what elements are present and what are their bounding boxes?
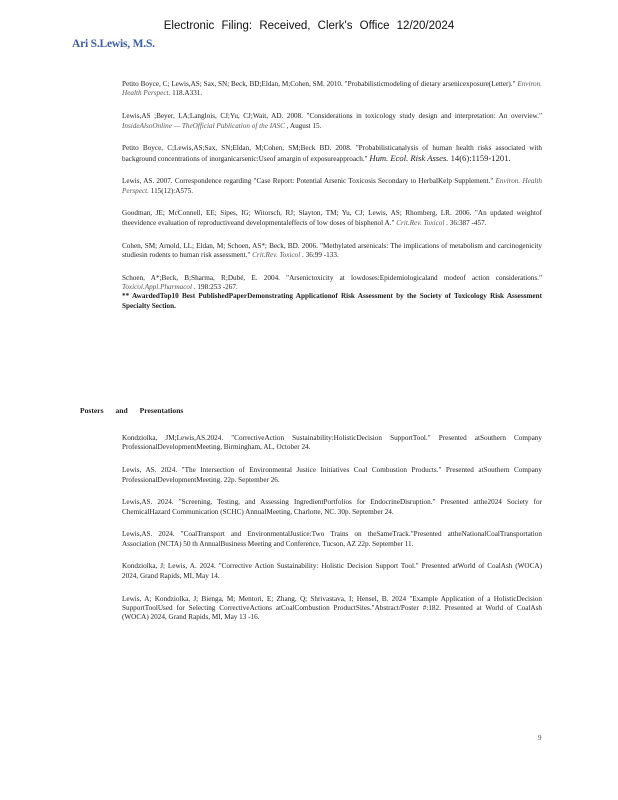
presentation-entry: Lewis, A; Kondziolka, J; Bienga, M; Mentori, E; Zhang, Q; Shrivastava, I; Hensel, B. 2024 "Example Application of a HolisticDecision SupportToolUsed for Selecting CorrectiveActions atCoalCombustion ProductSites."Abstract/Poster #:182. Presented at World of CoalAsh (WOCA) 2024, Grand Rapids, MI, May 13 -16. (122, 594, 542, 622)
author-name: Ari S.Lewis, M.S. (72, 38, 155, 50)
presentation-entry: Lewis,AS. 2024. "CoalTransport and EnvironmentalJustice:Two Trains on theSameTrack."Presented attheNationalCoalTransportation Association (NCTA) 50 th AnnualBusiness Meeting and Conference, Tucson, AZ 22p. September 11. (122, 530, 542, 548)
presentation-entry: Kondziolka, J; Lewis, A. 2024. "Corrective Action Sustainability: Holistic Decision Support Tool." Presented atWorld of CoalAsh (WOCA) 2024, Grand Rapids, MI, May 14. (122, 562, 542, 580)
publication-entry: Lewis, AS. 2007. Correspondence regarding "Case Report: Potential Arsenic Toxicosis Secondary to HerbalKelp Supplement." Environ. Health Perspect. 115(12):A575. (122, 177, 543, 195)
presentation-entry: Kondziolka, JM;Lewis,AS.2024. "CorrectiveAction Sustainability:HolisticDecision SupportTool." Presented atSouthern Company ProfessionalDevelopmentMeeting, Birmingham, AL, October 24. (122, 434, 542, 452)
presentations-list (122, 434, 542, 636)
publication-entry: Cohen, SM; Arnold, LL; Eldan, M; Schoen, AS*; Beck, BD. 2006. "Methylated arsenicals: The implications of metabolism and carcinogenicity studiesin rodents to human risk assessment." Crit.Rev. Toxicol . 36:99 -133. (122, 241, 542, 259)
publication-entry: Schoen, A*;Beck, B;Sharma, R;Dubé, E. 2004. "Arsenictoxicity at lowdoses:Epidemiologicaland modeof action considerations." Toxicol.Appl.Pharmacol . 198:253 -267. ** AwardedTop10 Best PublishedPaperDemonstrating Applicationof Risk Assessment by the Society of Toxicology Risk Assessment Specialty Section. (122, 273, 542, 310)
publication-entry: Petito Boyce, C;Lewis,AS;Sax, SN;Eldan, M;Cohen, SM;Beck BD. 2008. "Probabilisticanalysis of human health risks associated with background concentrations of inorganicarsenic:Useof amargin of exposureapproach." Hum. Ecol. Risk Asses. 14(6):1159-1201. (122, 144, 542, 163)
award-note: ** AwardedTop10 Best PublishedPaperDemonstrating Applicationof Risk Assessment by the Society of Toxicology Risk Assessment Specialty Section. (122, 292, 542, 310)
publication-entry: Goodman, JE; McConnell, EE; Sipes, IG; Witorsch, RJ; Slayton, TM; Yu, CJ; Lewis, AS; Rhomberg, LR. 2006. "An updated weightof theevidence evaluation of reproductiveand developmentaleffects of low doses of bisphenol A." Crit.Rev. Toxicol . 36:387 -457. (122, 209, 542, 227)
publication-entry: Petito Boyce, C; Lewis,AS; Sax, SN; Beck, BD;Eldan, M;Cohen, SM. 2010. "Probabilisticmodeling of dietary arsenicexposure(Letter)." Environ. Health Perspect. 118.A331. (122, 80, 543, 98)
presentation-entry: Lewis,AS. 2024. "Screening, Testing, and Assessing IngredientPortfolios for EndocrineDisruption." Presented atthe2024 Society for ChemicalHazard Communication (SCHC) AnnualMeeting, Charlotte, NC. 30p. September 24. (122, 498, 542, 516)
publications-list (122, 80, 542, 325)
page-number: 9 (538, 734, 542, 742)
filing-stamp: Electronic Filing: Received, Clerk's Office 12/20/2024 (163, 20, 455, 32)
section-heading-posters: Posters and Presentations (80, 406, 184, 415)
publication-entry: Lewis,AS ;Beyer, LA;Langlois, CJ;Yu, CJ;Wait, AD. 2008. "Considerations in toxicology study design and interpretation: An overview." InsideAlsoOnline — TheOfficial Publication of the IASC , August 15. (122, 112, 542, 130)
presentation-entry: Lewis, AS. 2024. "The Intersection of Environmental Justice Initiatives Coal Combustion Products." Presented atSouthern Company ProfessionalDevelopmentMeeting. 22p. September 26. (122, 466, 542, 484)
